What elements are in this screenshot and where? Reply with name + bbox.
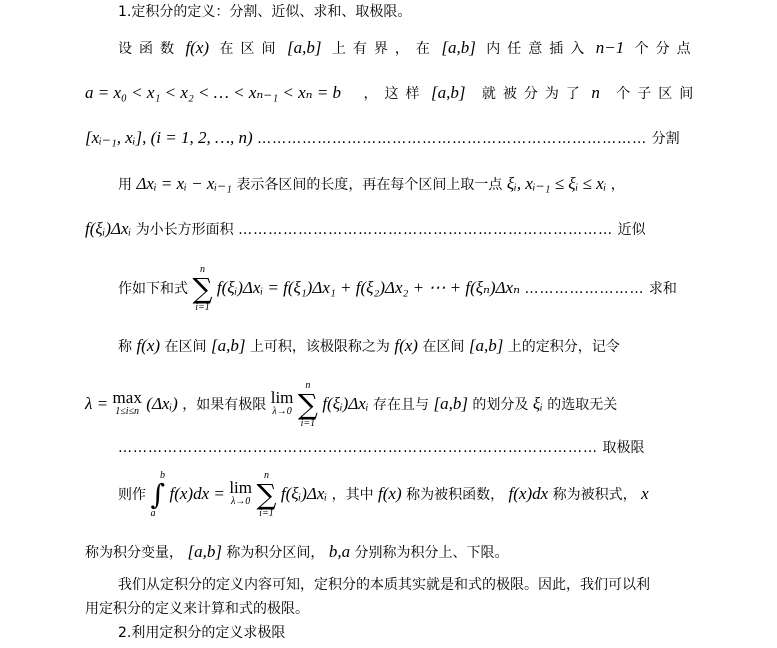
- math-fx: f(x): [378, 484, 402, 503]
- definition-line-3: [85, 128, 680, 149]
- text: 的选取无关: [547, 397, 618, 413]
- text: 上可积，该极限称之为: [249, 339, 390, 355]
- text: 上的定积分，记令: [507, 339, 620, 355]
- math-fx: f(x): [185, 38, 210, 57]
- step-label-partition: 分割: [651, 131, 680, 147]
- text: 为小长方形面积: [135, 222, 234, 238]
- text: ，如果有极限: [182, 397, 267, 413]
- text: 称为被积函数，: [406, 487, 505, 503]
- math-lambda: λ =: [85, 394, 109, 413]
- leader-dots: ……………………………………………………………………………………: [118, 440, 598, 456]
- math-term: f(ξᵢ)Δxᵢ: [280, 484, 328, 503]
- section-heading-1: 1.定积分的定义：分割、近似、求和、取极限。: [118, 4, 412, 20]
- sum-symbol: n ∑ i=1: [192, 264, 213, 313]
- integral-symbol: b ∫ a: [150, 470, 166, 519]
- max-operator: max 1≤i≤n: [112, 388, 142, 417]
- definition-line-1: [118, 38, 698, 59]
- math-riemann-sum: f(ξᵢ)Δxᵢ = f(ξ₁)Δx₁ + f(ξ₂)Δx₂ + ⋯ + f(ξₙ)Δxₙ: [216, 278, 520, 297]
- leader-dots: ……………………………………………………………………: [257, 131, 648, 147]
- text: 就被分为了: [481, 86, 587, 102]
- text: 称为被积式，: [552, 487, 637, 503]
- math-max-arg: (Δxᵢ): [146, 394, 178, 413]
- math-integrand: f(x)dx =: [169, 484, 225, 503]
- math-interval: [a,b]: [468, 336, 504, 355]
- math-fx: f(x): [394, 336, 418, 355]
- math-limits: b,a: [328, 542, 351, 561]
- definition-line-2: [85, 83, 700, 104]
- text: ，这样: [363, 86, 427, 102]
- definition-line-9: [118, 438, 644, 458]
- text: 称为积分区间，: [226, 545, 325, 561]
- text: 个分点: [634, 41, 698, 57]
- math-area: f(ξᵢ)Δxᵢ: [85, 219, 132, 238]
- math-interval: [a,b]: [210, 336, 246, 355]
- text: 个子区间: [616, 86, 701, 102]
- definition-line-5: [85, 219, 646, 240]
- text: 表示各区间的长度，再在每个区间上取一点: [236, 177, 503, 193]
- limit-operator: lim λ→0: [270, 388, 294, 417]
- leader-dots: ……………………: [524, 281, 645, 297]
- section-heading-2: 2.利用定积分的定义求极限: [118, 625, 286, 641]
- definition-line-4: [118, 174, 625, 195]
- text: 则作: [118, 487, 146, 503]
- paragraph-line-1: 我们从定积分的定义内容可知，定积分的本质其实就是和式的极限。因此，我们可以利: [118, 577, 650, 593]
- math-interval: [a,b]: [187, 542, 222, 561]
- text: ，其中: [331, 487, 374, 503]
- text: 称: [118, 339, 132, 355]
- text: 上有界，在: [331, 41, 437, 57]
- definition-line-8: [85, 380, 617, 430]
- limit-operator: lim λ→0: [229, 478, 252, 507]
- text: ，: [610, 177, 625, 193]
- text: 在区间: [219, 41, 283, 57]
- math-fxdx: f(x)dx: [508, 484, 549, 503]
- text: 称为积分变量，: [85, 545, 183, 561]
- text: 用: [118, 177, 132, 193]
- math-delta-x: Δxᵢ = xᵢ − xᵢ₋₁: [136, 174, 232, 193]
- leader-dots: …………………………………………………………………: [238, 222, 614, 238]
- math-interval: [a,b]: [430, 83, 466, 102]
- math-interval: [a,b]: [433, 394, 468, 413]
- text: 在区间: [422, 339, 465, 355]
- definition-line-6: [118, 264, 677, 314]
- math-xi: ξᵢ: [532, 394, 543, 413]
- math-fx: f(x): [136, 336, 161, 355]
- math-n: n: [591, 83, 600, 102]
- text: 的划分及: [472, 397, 529, 413]
- sum-symbol: n ∑ i=1: [256, 470, 277, 519]
- text: 内任意插入: [486, 41, 592, 57]
- math-n-minus-1: n−1: [595, 38, 625, 57]
- math-subintervals: [xᵢ₋₁, xᵢ], (i = 1, 2, …, n): [85, 128, 253, 147]
- math-partition: a = x₀ < x₁ < x₂ < … < xₙ₋₁ < xₙ = b: [85, 83, 342, 102]
- math-interval: [a,b]: [441, 38, 476, 57]
- step-label-limit: 取极限: [602, 440, 645, 456]
- math-interval: [a,b]: [286, 38, 322, 57]
- math-term: f(ξᵢ)Δxᵢ: [322, 394, 369, 413]
- math-x: x: [641, 484, 649, 503]
- paragraph-line-2: 用定积分的定义来计算和式的极限。: [85, 601, 309, 617]
- math-xi: ξᵢ, xᵢ₋₁ ≤ ξᵢ ≤ xᵢ: [506, 174, 607, 193]
- text: 作如下和式: [118, 281, 188, 297]
- sum-symbol: n ∑ i=1: [297, 380, 318, 429]
- step-label-approximate: 近似: [617, 222, 646, 238]
- definition-line-10: [118, 470, 649, 520]
- text: 存在且与: [373, 397, 429, 413]
- definition-line-11: [85, 542, 509, 563]
- text: 在区间: [164, 339, 207, 355]
- text: 分别称为积分上、下限。: [354, 545, 509, 561]
- text: 设函数: [118, 41, 181, 57]
- step-label-sum: 求和: [648, 281, 677, 297]
- definition-line-7: [118, 336, 620, 357]
